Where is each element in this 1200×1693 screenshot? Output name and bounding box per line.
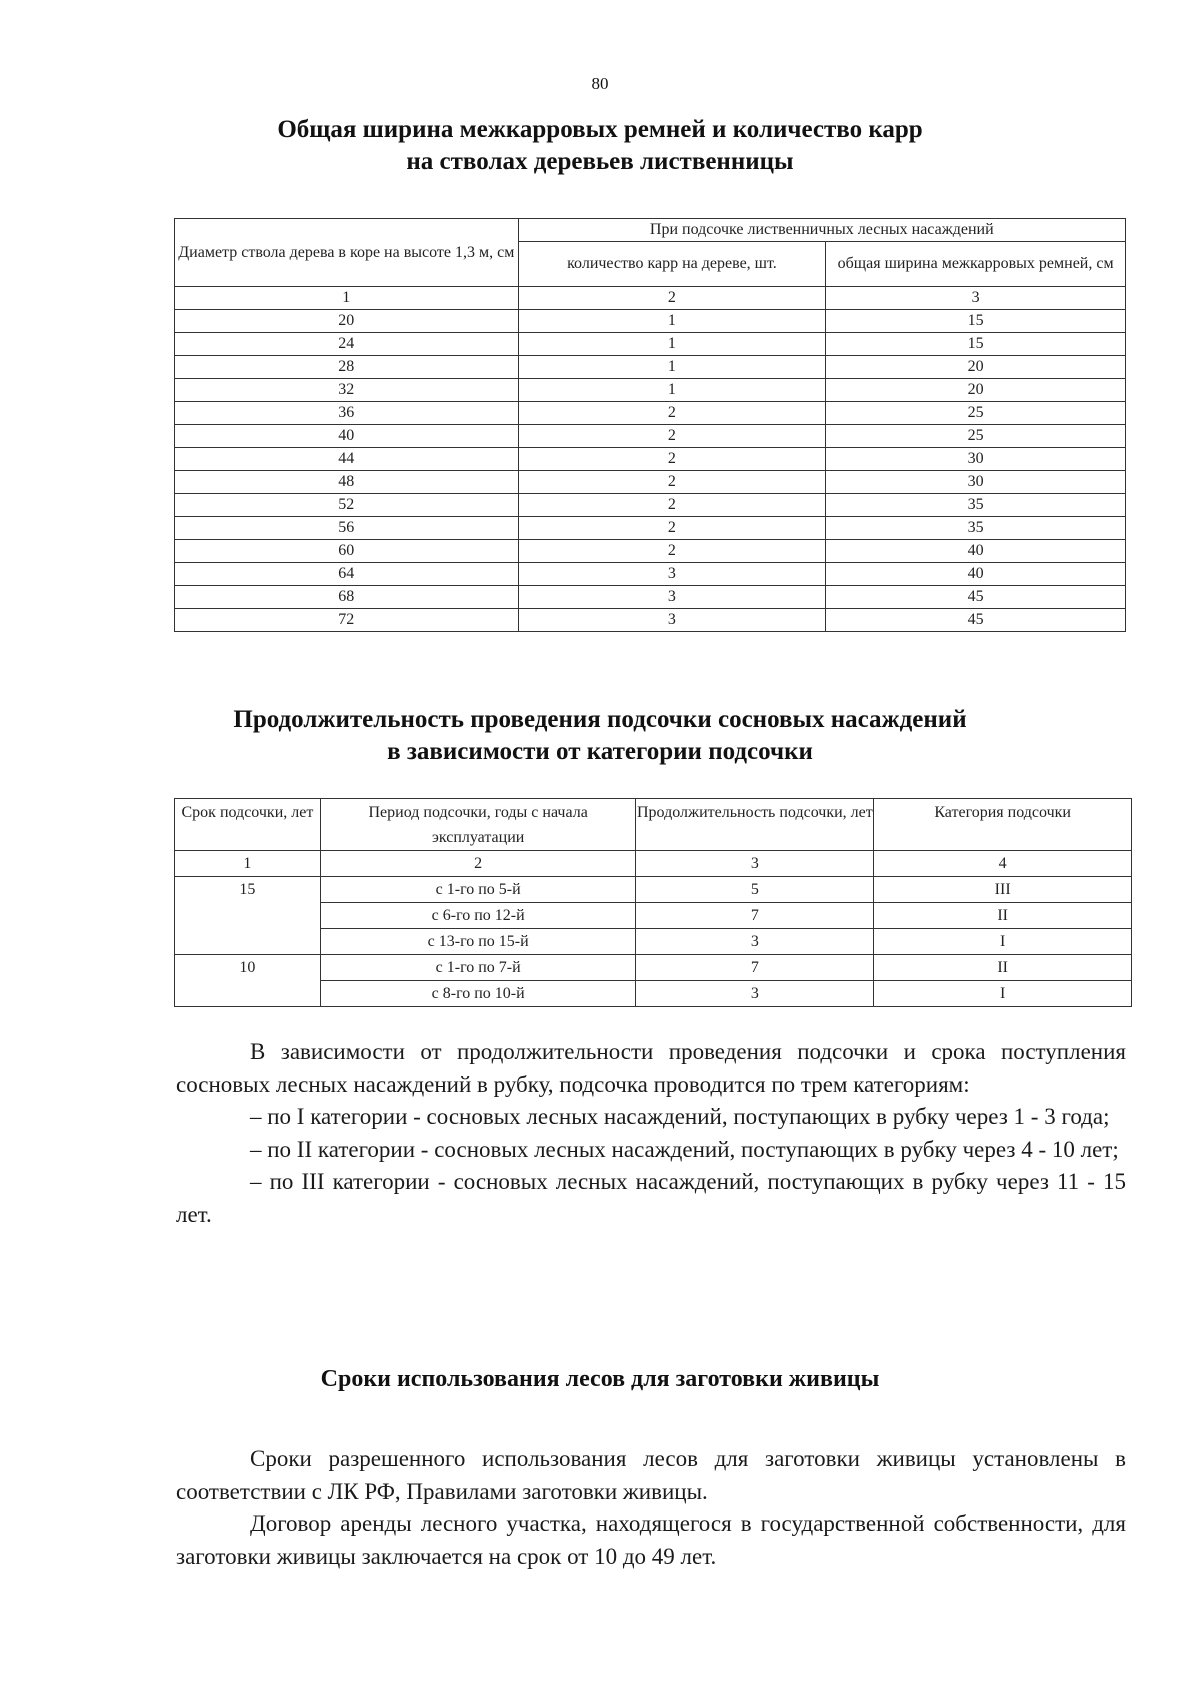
category-cell: I: [874, 929, 1132, 955]
category-item-2: – по II категории - сосновых лесных насаждений, поступающих в рубку через 4 - 10 лет;: [250, 1136, 1119, 1162]
width-cell: 15: [826, 310, 1126, 333]
count-cell: 3: [518, 563, 826, 586]
category-cell: I: [874, 981, 1132, 1007]
duration-cell: 7: [636, 903, 874, 929]
count-cell: 2: [518, 471, 826, 494]
table-row: [175, 471, 1126, 494]
term-cell: 10: [175, 955, 321, 1007]
width-cell: 20: [826, 356, 1126, 379]
table-row: [175, 877, 1132, 903]
width-cell: 25: [826, 402, 1126, 425]
count-cell: 2: [518, 494, 826, 517]
width-cell: 35: [826, 517, 1126, 540]
column-number-row: [175, 851, 1132, 877]
width-cell: 40: [826, 540, 1126, 563]
pine-tapping-duration-table: [174, 798, 1132, 1007]
section1-title-line2: на стволах деревьев лиственницы: [406, 148, 794, 175]
col-num: 2: [320, 851, 636, 877]
header-width: общая ширина межкарровых ремней, см: [826, 242, 1126, 287]
terms-paragraph-1: Сроки разрешенного использования лесов для заготовки живицы установлены в соответствии с ЛК РФ, Правилами заготовки живицы.: [176, 1446, 1126, 1504]
col-num: 2: [518, 287, 826, 310]
diameter-cell: 36: [175, 402, 519, 425]
col-num: 1: [175, 287, 519, 310]
width-cell: 25: [826, 425, 1126, 448]
width-cell: 20: [826, 379, 1126, 402]
diameter-cell: 72: [175, 609, 519, 632]
category-item-3: – по III категории - сосновых лесных насаждений, поступающих в рубку через 11 - 15 лет.: [176, 1169, 1126, 1227]
header-group: При подсочке лиственничных лесных насаждений: [518, 219, 1125, 242]
category-cell: III: [874, 877, 1132, 903]
width-cell: 40: [826, 563, 1126, 586]
diameter-cell: 40: [175, 425, 519, 448]
header-term: Срок подсочки, лет: [175, 799, 321, 851]
diameter-cell: 68: [175, 586, 519, 609]
count-cell: 2: [518, 402, 826, 425]
table-row: [175, 356, 1126, 379]
period-cell: с 1-го по 7-й: [320, 955, 636, 981]
header-category: Категория подсочки: [874, 799, 1132, 851]
diameter-cell: 24: [175, 333, 519, 356]
diameter-cell: 56: [175, 517, 519, 540]
section2-title: [0, 704, 1200, 768]
terms-paragraph-2: Договор аренды лесного участка, находящегося в государственной собственности, для заготовки живицы заключается на срок от 10 до 49 лет.: [176, 1511, 1126, 1569]
count-cell: 1: [518, 379, 826, 402]
diameter-cell: 60: [175, 540, 519, 563]
width-cell: 30: [826, 448, 1126, 471]
diameter-cell: 48: [175, 471, 519, 494]
diameter-cell: 32: [175, 379, 519, 402]
diameter-cell: 52: [175, 494, 519, 517]
section1-title-line1: Общая ширина межкарровых ремней и количество карр: [277, 116, 923, 143]
duration-cell: 3: [636, 981, 874, 1007]
count-cell: 2: [518, 425, 826, 448]
col-num: 1: [175, 851, 321, 877]
larch-tapping-table: [174, 218, 1126, 632]
page-number: 80: [591, 74, 609, 93]
duration-cell: 3: [636, 929, 874, 955]
header-duration: Продолжительность подсочки, лет: [636, 799, 874, 851]
count-cell: 2: [518, 448, 826, 471]
period-cell: с 1-го по 5-й: [320, 877, 636, 903]
count-cell: 3: [518, 609, 826, 632]
categories-text: [176, 1036, 1126, 1231]
section2-title-line2: в зависимости от категории подсочки: [387, 738, 813, 765]
category-item-1: – по I категории - сосновых лесных насаждений, поступающих в рубку через 1 - 3 года;: [250, 1104, 1110, 1129]
column-number-row: [175, 287, 1126, 310]
col-num: 3: [636, 851, 874, 877]
width-cell: 45: [826, 609, 1126, 632]
category-cell: II: [874, 955, 1132, 981]
table-row: [175, 955, 1132, 981]
diameter-cell: 28: [175, 356, 519, 379]
col-num: 4: [874, 851, 1132, 877]
count-cell: 1: [518, 356, 826, 379]
section1-title: [0, 114, 1200, 178]
table-row: [175, 425, 1126, 448]
categories-intro: В зависимости от продолжительности проведения подсочки и срока поступления сосновых лесных насаждений в рубку, подсочка проводится по трем категориям:: [176, 1039, 1126, 1097]
width-cell: 15: [826, 333, 1126, 356]
duration-cell: 7: [636, 955, 874, 981]
width-cell: 45: [826, 586, 1126, 609]
table-row: [175, 379, 1126, 402]
period-cell: с 13-го по 15-й: [320, 929, 636, 955]
period-cell: с 8-го по 10-й: [320, 981, 636, 1007]
header-diameter: Диаметр ствола дерева в коре на высоте 1,3 м, см: [175, 219, 519, 287]
term-cell: 15: [175, 877, 321, 955]
table-row: [175, 586, 1126, 609]
width-cell: 30: [826, 471, 1126, 494]
table-row: [175, 310, 1126, 333]
col-num: 3: [826, 287, 1126, 310]
diameter-cell: 44: [175, 448, 519, 471]
diameter-cell: 20: [175, 310, 519, 333]
table-row: [175, 402, 1126, 425]
count-cell: 1: [518, 310, 826, 333]
table-row: [175, 448, 1126, 471]
period-cell: с 6-го по 12-й: [320, 903, 636, 929]
diameter-cell: 64: [175, 563, 519, 586]
count-cell: 2: [518, 540, 826, 563]
section2-title-line1: Продолжительность проведения подсочки сосновых насаждений: [233, 706, 967, 733]
terms-text: [176, 1443, 1126, 1573]
count-cell: 3: [518, 586, 826, 609]
table-row: [175, 609, 1126, 632]
table-row: [175, 563, 1126, 586]
duration-cell: 5: [636, 877, 874, 903]
table-row: [175, 517, 1126, 540]
header-count: количество карр на дереве, шт.: [518, 242, 826, 287]
header-period: Период подсочки, годы с начала эксплуатации: [320, 799, 636, 851]
category-cell: II: [874, 903, 1132, 929]
width-cell: 35: [826, 494, 1126, 517]
table-row: [175, 494, 1126, 517]
count-cell: 1: [518, 333, 826, 356]
table-row: [175, 540, 1126, 563]
table-row: [175, 333, 1126, 356]
count-cell: 2: [518, 517, 826, 540]
section3-title: Сроки использования лесов для заготовки живицы: [320, 1366, 880, 1392]
